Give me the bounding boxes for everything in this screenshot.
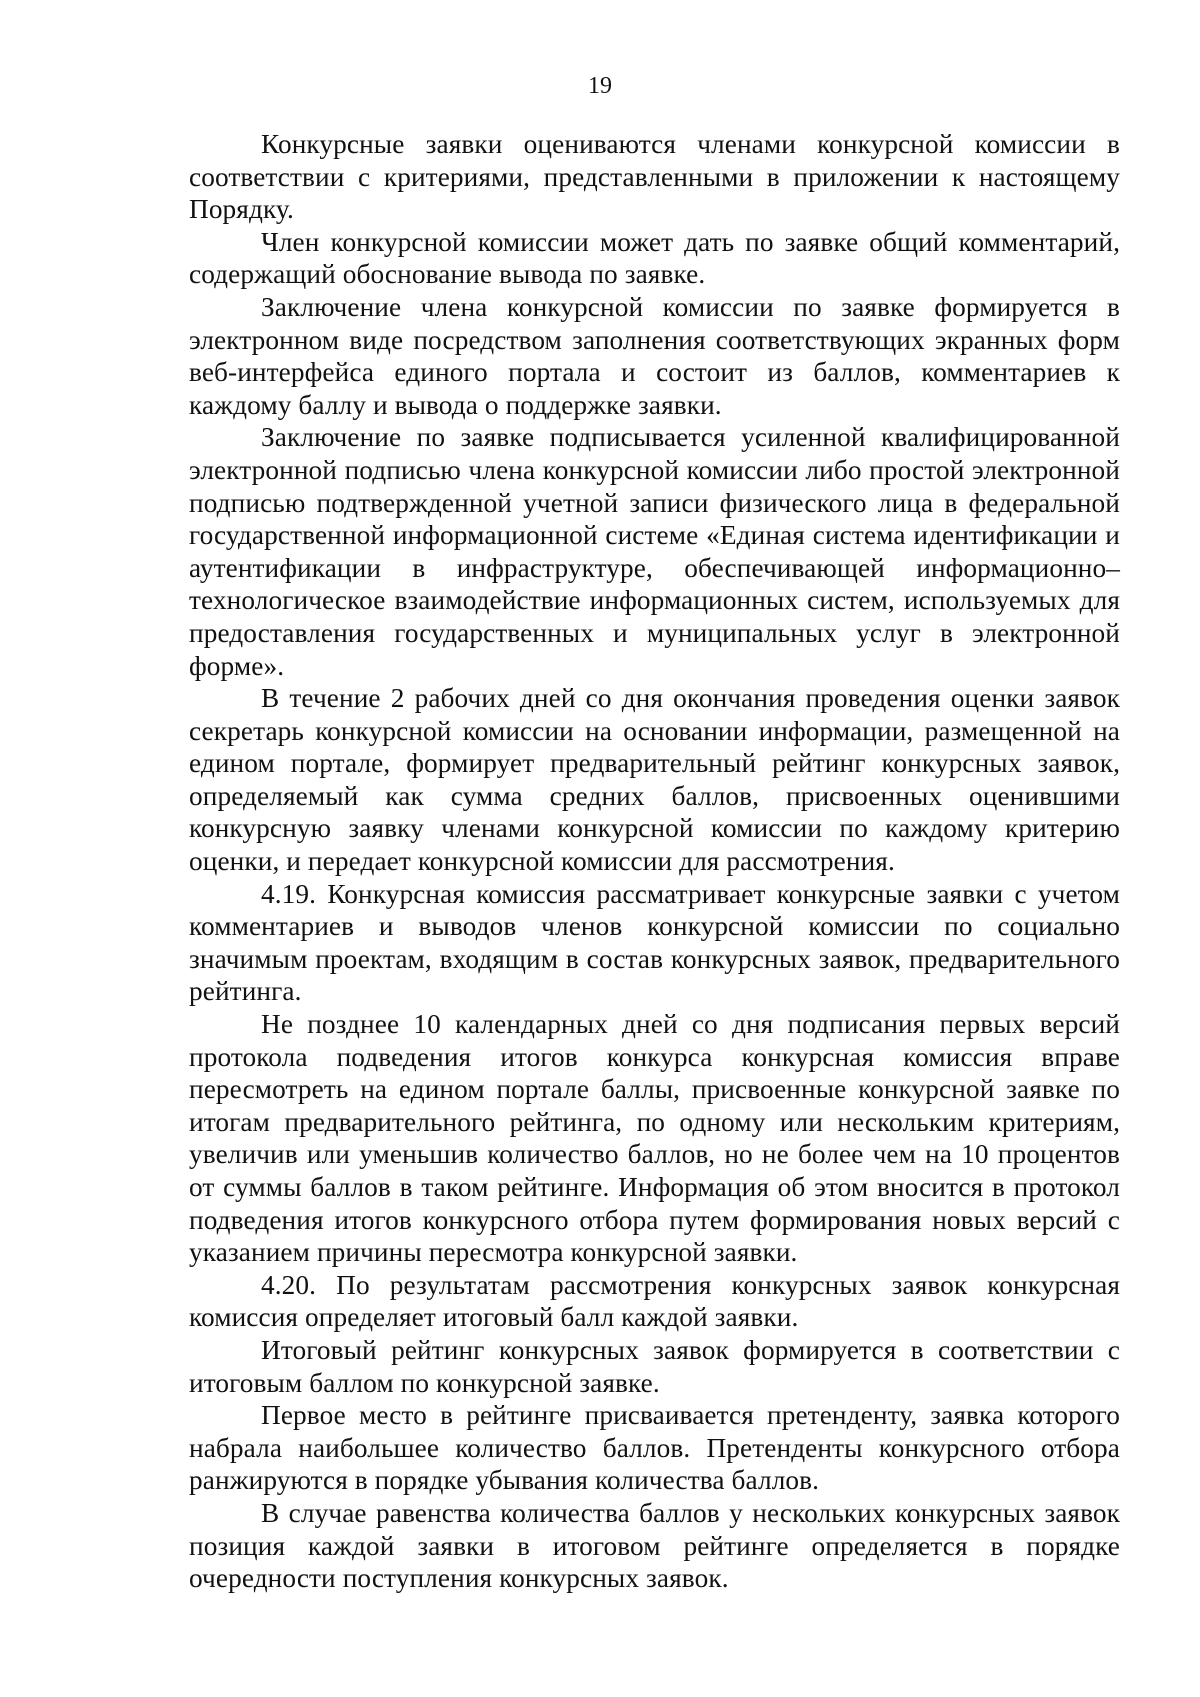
document-body [189,128,1120,1595]
paragraph-equal-scores: В случае равенства количества баллов у нескольких конкурсных заявок позиция каждой заявки в итоговом рейтинге определяется в порядке очередности поступления конкурсных заявок. [189,1497,1120,1594]
paragraph-preliminary-rating: В течение 2 рабочих дней со дня окончания проведения оценки заявок секретарь конкурсной комиссии на основании информации, размещенной на едином портале, формирует предварительный рейтинг конкурсных заявок, определяемый как сумма средних баллов, присвоенных оценившими конкурсную заявку членами конкурсной комиссии по каждому критерию оценки, и передает конкурсной комиссии для рассмотрения. [189,683,1120,877]
paragraph-member-conclusion: Заключение члена конкурсной комиссии по заявке формируется в электронном виде посредством заполнения соответствующих экранных форм веб-интерфейса единого портала и состоит из баллов, комментариев к каждому баллу и вывода о поддержке заявки. [189,291,1120,420]
paragraph-general-comment: Член конкурсной комиссии может дать по заявке общий комментарий, содержащий обоснование вывода по заявке. [189,226,1120,290]
page-number: 19 [588,73,612,99]
paragraph-final-rating: Итоговый рейтинг конкурсных заявок формируется в соответствии с итоговым баллом по конкурсной заявке. [189,1334,1120,1398]
paragraph-score-revision: Не позднее 10 календарных дней со дня подписания первых версий протокола подведения итогов конкурса конкурсная комиссия вправе пересмотреть на едином портале баллы, присвоенные конкурсной заявке по итогам предварительного рейтинга, по одному или нескольким критериям, увеличив или уменьшив количество баллов, но не более чем на 10 процентов от суммы баллов в таком рейтинге. Информация об этом вносится в протокол подведения итогов конкурсного отбора путем формирования новых версий с указанием причины пересмотра конкурсной заявки. [189,1009,1120,1268]
paragraph-4-20: 4.20. По результатам рассмотрения конкурсных заявок конкурсная комиссия определяет итоговый балл каждой заявки. [189,1269,1120,1333]
paragraph-evaluation-criteria: Конкурсные заявки оцениваются членами конкурсной комиссии в соответствии с критериями, представленными в приложении к настоящему Порядку. [189,129,1120,225]
paragraph-first-place: Первое место в рейтинге присваивается претенденту, заявка которого набрала наибольшее количество баллов. Претенденты конкурсного отбора ранжируются в порядке убывания количества баллов. [189,1400,1120,1496]
paragraph-4-19: 4.19. Конкурсная комиссия рассматривает конкурсные заявки с учетом комментариев и выводов членов конкурсной комиссии по социально значимым проектам, входящим в состав конкурсных заявок, предварительного рейтинга. [189,878,1120,1007]
paragraph-electronic-signature: Заключение по заявке подписывается усиленной квалифицированной электронной подписью члена конкурсной комиссии либо простой электронной подписью подтвержденной учетной записи физического лица в федеральной государственной информационной системе «Единая система идентификации и аутентификации в инфраструктуре, обеспечивающей информационно–технологическое взаимодействие информационных систем, используемых для предоставления государственных и муниципальных услуг в электронной форме». [189,422,1120,681]
